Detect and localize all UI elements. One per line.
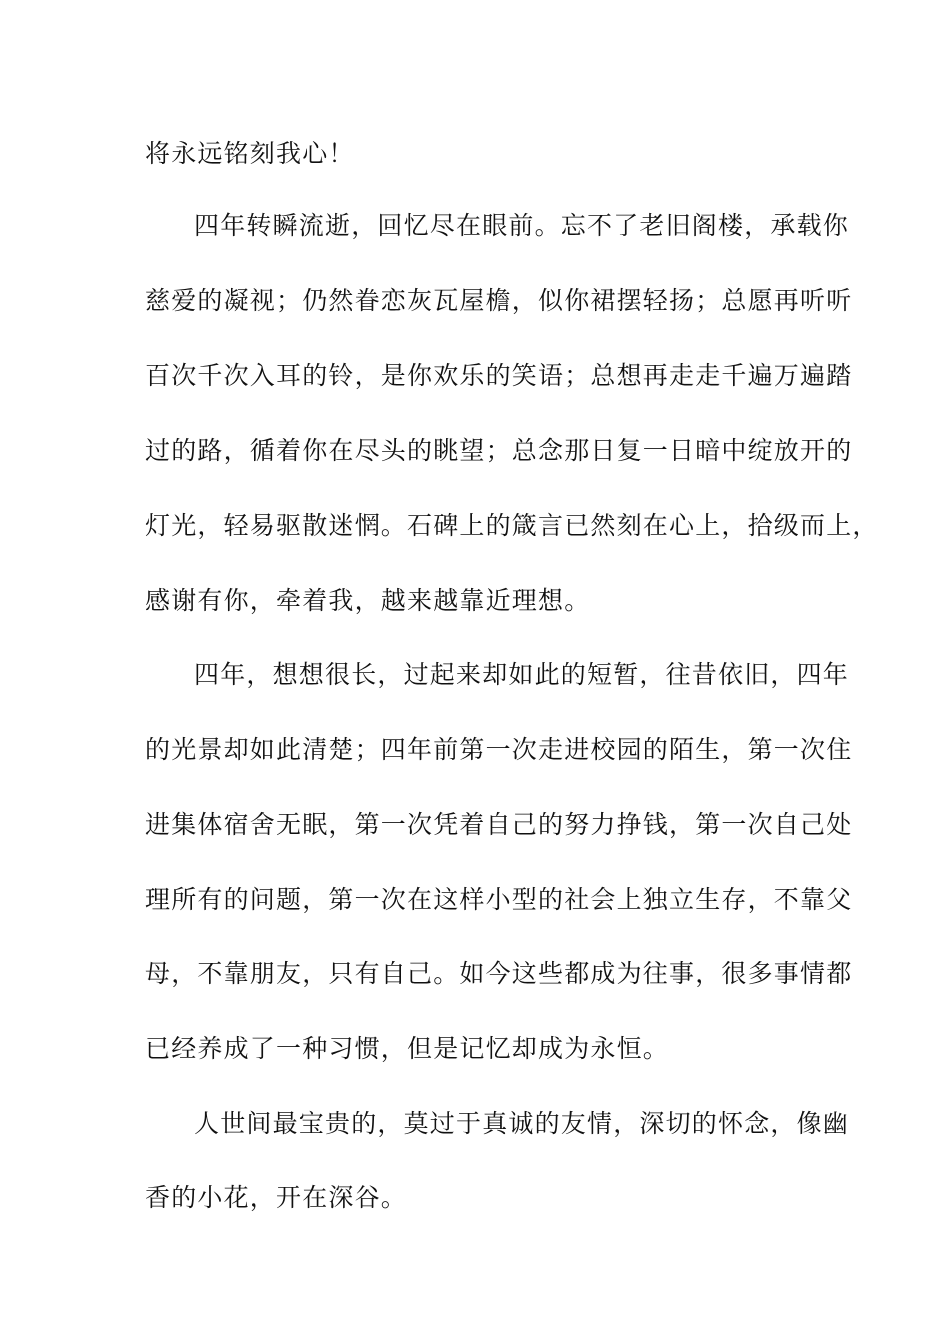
text-line: 的光景却如此清楚；四年前第一次走进校园的陌生，第一次住 bbox=[145, 735, 853, 764]
paragraph-first-line: 人世间最宝贵的，莫过于真诚的友情，深切的怀念，像幽 bbox=[194, 1109, 850, 1138]
text-line: 将永远铭刻我心！ bbox=[145, 139, 355, 168]
text-line: 慈爱的凝视；仍然眷恋灰瓦屋檐，似你裙摆轻扬；总愿再听听 bbox=[145, 286, 853, 315]
text-line: 百次千次入耳的铃，是你欢乐的笑语；总想再走走千遍万遍踏 bbox=[145, 361, 853, 390]
text-line: 已经养成了一种习惯，但是记忆却成为永恒。 bbox=[145, 1034, 670, 1063]
text-line: 感谢有你，牵着我，越来越靠近理想。 bbox=[145, 586, 591, 615]
text-line: 母，不靠朋友，只有自己。如今这些都成为往事，很多事情都 bbox=[145, 959, 853, 988]
text-line: 进集体宿舍无眠，第一次凭着自己的努力挣钱，第一次自己处 bbox=[145, 810, 853, 839]
paragraph-first-line: 四年转瞬流逝，回忆尽在眼前。忘不了老旧阁楼，承载你 bbox=[194, 211, 850, 240]
text-line: 灯光，轻易驱散迷惘。石碑上的箴言已然刻在心上，拾级而上， bbox=[145, 511, 879, 540]
text-line: 理所有的问题，第一次在这样小型的社会上独立生存，不靠父 bbox=[145, 885, 853, 914]
text-line: 过的路，循着你在尽头的眺望；总念那日复一日暗中绽放开的 bbox=[145, 436, 853, 465]
paragraph-first-line: 四年，想想很长，过起来却如此的短暂，往昔依旧，四年 bbox=[194, 660, 850, 689]
text-line: 香的小花，开在深谷。 bbox=[145, 1183, 408, 1212]
